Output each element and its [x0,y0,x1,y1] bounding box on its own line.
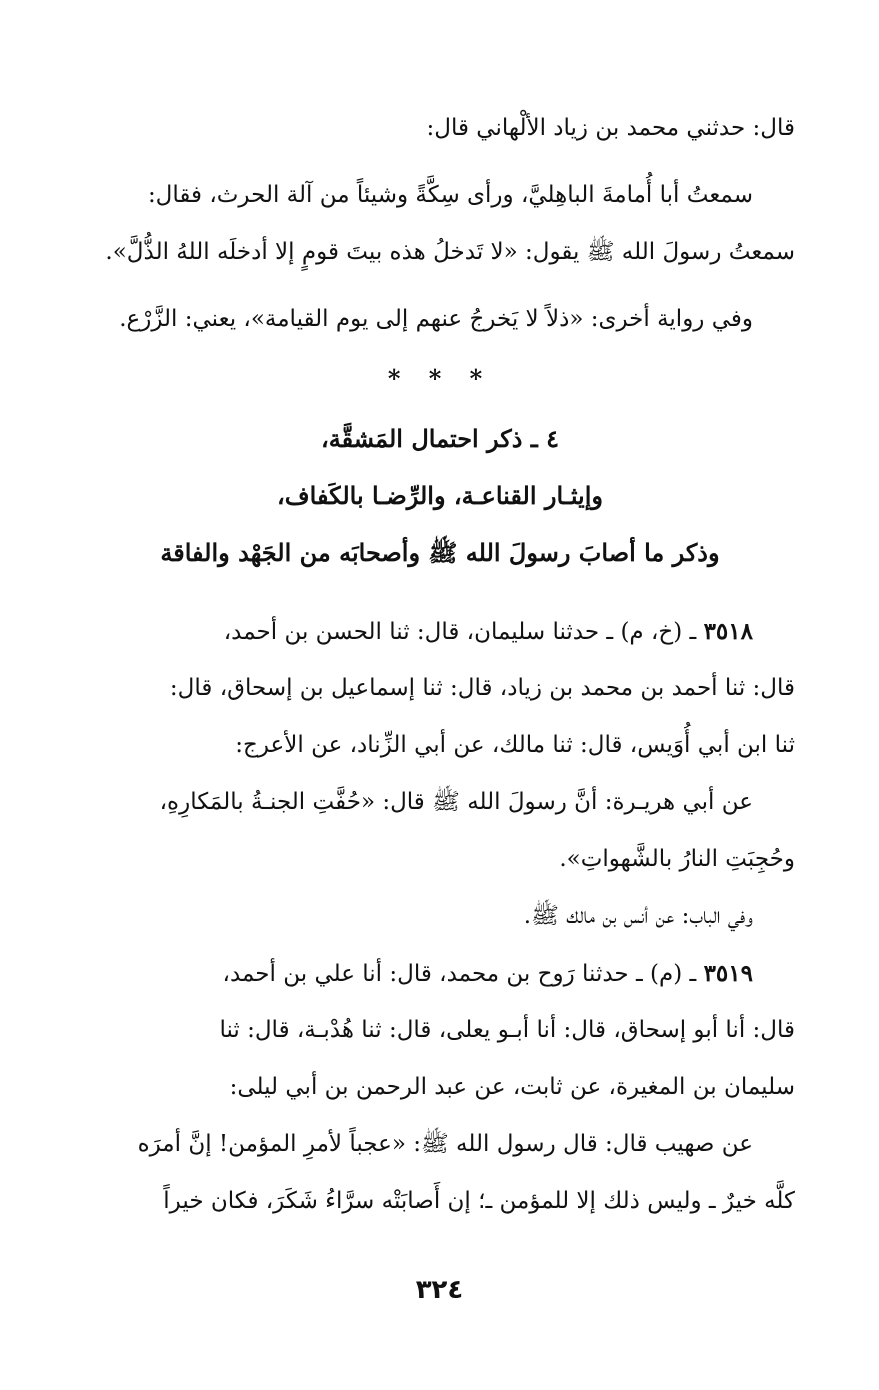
section-heading: وذكر ما أصابَ رسولَ الله ﷺ وأصحابَه من الجَهْد والفاقة [160,538,720,567]
hadith-isnad-text: ـ (م) ـ حدثنا رَوح بن محمد، قال: أنا علي بن أحمد، [222,961,697,987]
hadith-isnad-line: سليمان بن المغيرة، عن ثابت، عن عبد الرحمن بن أبي ليلى: [229,1074,795,1100]
page-body [85,100,795,1230]
separator: * * * [387,364,493,393]
hadith-note: وفي الباب: عن أنس بن مالك ﷺ. [523,903,753,929]
hadith-isnad-line: قال: ثنا أحمد بن محمد بن زياد، قال: ثنا إسماعيل بن إسحاق، قال: [169,675,795,701]
hadith-isnad-line: قال: أنا أبو إسحاق، قال: أنا أبـو يعلى، قال: ثنا هُدْبـة، قال: ثنا [219,1017,795,1043]
hadith-isnad-text: ـ (خ، م) ـ حدثنا سليمان، قال: ثنا الحسن بن أحمد، [223,619,697,645]
hadith-number: ٣٥١٨ [703,618,753,645]
hadith-text-line: كلَّه خيرٌ ـ وليس ذلك إلا للمؤمن ـ؛ إن أَصابَتْه سرَّاءُ شَكَرَ، فكان خيراً [163,1188,795,1214]
page-number: ٣٢٤ [415,1275,464,1305]
hadith-isnad-line [85,945,795,1002]
hadith-isnad-line [85,603,795,660]
section-heading: وإيثـار القناعـة، والرِّضـا بالكَفاف، [277,481,603,510]
text-line: وفي رواية أخرى: «ذلاً لا يَخرجُ عنهم إلى يوم القيامة»، يعني: الزَّرْع. [119,306,753,332]
hadith-number: ٣٥١٩ [703,960,753,987]
hadith-isnad-line: ثنا ابن أبي أُوَيس، قال: ثنا مالك، عن أبي الزِّناد، عن الأعرج: [235,732,795,758]
section-heading: ٤ ـ ذكر احتمال المَشقَّة، [320,424,560,453]
hadith-text-line: وحُجِبَتِ النارُ بالشَّهواتِ». [559,846,795,872]
text-line: سمعتُ أبا أُمامةَ الباهِليَّ، ورأى سِكَّةً وشيئاً من آلة الحرث، فقال: [147,182,753,208]
hadith-text-line: عن صهيب قال: قال رسول الله ﷺ: «عجباً لأمرِ المؤمن! إنَّ أمرَه [137,1131,753,1157]
hadith-text-line: عن أبي هريـرة: أنَّ رسولَ الله ﷺ قال: «حُفَّتِ الجنـةُ بالمَكارِهِ، [159,789,753,815]
text-line: قال: حدثني محمد بن زياد الألْهاني قال: [426,115,795,141]
text-line: سمعتُ رسولَ الله ﷺ يقول: «لا تَدخلُ هذه بيتَ قومٍ إلا أدخلَه اللهُ الذُّلَّ». [105,239,795,265]
